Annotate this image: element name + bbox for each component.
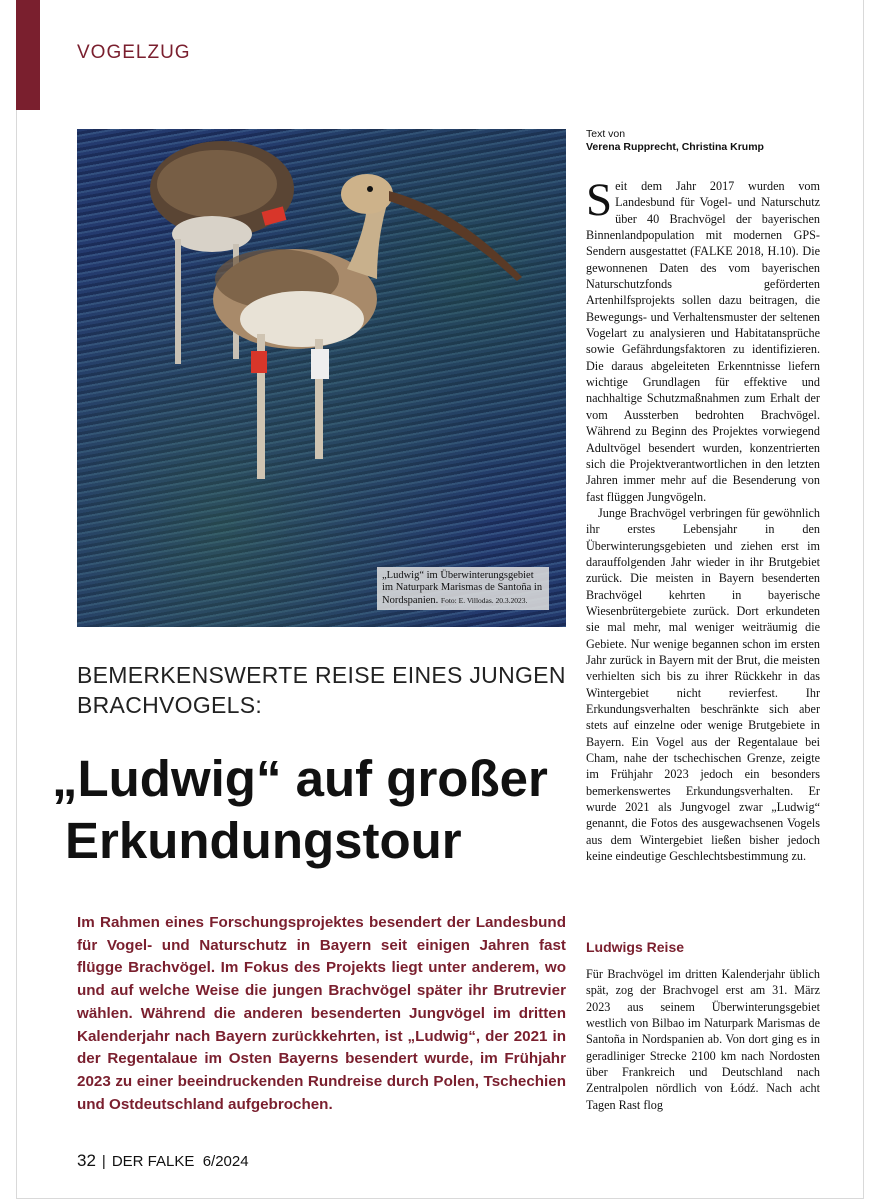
body-column-bottom — [586, 966, 820, 1113]
body-paragraph-3: Für Brachvögel im dritten Kalenderjahr üblich spät, zog der Brachvogel erst am 31. März 2023 aus seinem Überwinterungsgebiet westlich von Bilbao im Naturpark Marismas de Santoña in Nordspanien ab. Von dort ging es in geradliniger Strecke 2100 km nach Nordosten über Frankreich und Deutschland nach Zentralpolen nördlich von Łódź. Nach acht Tagen Rast flog — [586, 967, 820, 1112]
body-paragraph-2: Junge Brachvögel verbringen für gewöhnlich ihr erstes Lebensjahr in den Überwinterungsgebieten und ziehen erst im darauffolgenden Jahr wieder in ihr Brutgebiet zurück. Die meisten in Bayern besenderten Brachvögel kehrten in bayerische Wiesenbrütergebiete zurück. Dort erkundeten sie mal mehr, mal weniger weiträumig die Gebiete. Nur wenige begannen schon im ersten Jahr zurück in Bayern mit der Brut, die meisten verhielten sich bis zu ihrer Rückkehr in das Wintergebiet nicht revierfest. Ihr Erkundungsverhalten beschränkte sich aber stets auf einzelne oder wenige Brutgebiete in Bayern. Ein Vogel aus der Regentalaue bei Cham, nahe der tschechischen Grenze, zeigte im Frühjahr 2023 jedoch ein besonders bemerkenswertes Erkundungsverhalten. Er wurde 2021 als Jungvogel zwar „Ludwig“ genannt, die Fotos des ausgewachsenen Vogels aus dem Wintergebiet ließen bisher jedoch keine eindeutige Geschlechtsbestimmung zu. — [586, 505, 820, 864]
body-paragraph-1 — [586, 174, 820, 505]
section-accent-bar — [16, 0, 40, 110]
magazine-name: DER FALKE — [111, 1153, 195, 1170]
byline-authors: Verena Rupprecht, Christina Krump — [586, 141, 764, 153]
headline-line-1: „Ludwig“ auf großer — [52, 750, 548, 807]
article-lead: Im Rahmen eines Forschungsprojektes besendert der Landesbund für Vogel- und Naturschutz in Bayern seit einigen Jahren fast flügge Brachvögel. Im Fokus des Projekts liegt unter anderem, wo und auf welche Weise die jungen Brachvögel später ihr Brutrevier wählen. Während die anderen besenderten Jungvögel im dritten Kalenderjahr nach Bayern zurückkehrten, ist „Ludwig“, der 2021 in der Regentalaue im Osten Bayerns besendert wurde, im Frühjahr 2023 zu einer beeindruckenden Rundreise durch Polen, Tschechien und Ostdeutschland aufgebrochen. — [77, 914, 566, 1113]
headline-line-2: Erkundungstour — [65, 812, 462, 869]
byline-label: Text von — [586, 128, 626, 140]
photo-caption-text: „Ludwig“ im Überwinterungsgebiet im Naturpark Marismas de Santoña in Nordspanien. — [382, 569, 543, 606]
page-number: 32 — [77, 1151, 96, 1170]
section-heading: Ludwigs Reise — [586, 939, 685, 955]
article-kicker: BEMERKENSWERTE REISE EINES JUNGEN BRACHVOGELS: — [77, 662, 566, 718]
byline — [586, 128, 764, 154]
photo-caption — [377, 567, 549, 611]
drop-cap: S — [586, 174, 613, 226]
section-label: VOGELZUG — [77, 42, 191, 63]
article-headline — [52, 748, 592, 872]
issue-number: 6/2024 — [202, 1153, 249, 1170]
curlew-photo — [77, 129, 566, 627]
curlew-illustration — [77, 129, 566, 627]
body-paragraph-1-text: eit dem Jahr 2017 wurden vom Landesbund für Vogel- und Naturschutz über 40 Brachvögel der bayerischen Binnenlandpopulation mit modernen GPS-Sendern ausgestattet (FALKE 2018, H.10). Die gewonnenen Daten des vom bayerischen Naturschutzfonds geförderten Artenhilfsprojekts sollen dazu beitragen, die Bewegungs- und Verhaltensmuster der seltenen Vogelart zu analysieren und Habitatansprüche sowie Gefährdungsfaktoren zu identifizieren. Die daraus abgeleiteten Erkenntnisse liefern wichtige Grundlagen für effektive und nachhaltige Schutzmaßnahmen zum Erhalt der vom Aussterben bedrohten Brachvögel. Während zu Beginn des Projektes vorwiegend Adultvögel besendert wurden, konzentrierten sich die Projektverantwortlichen in den letzten Jahren immer mehr auf die Besenderung von fast flüggen Jungvögeln. — [586, 179, 820, 504]
body-column-top — [586, 174, 820, 864]
footer-separator: | — [101, 1153, 106, 1170]
photo-credit: Foto: E. Villodas. 20.3.2023. — [440, 595, 528, 605]
page-footer — [77, 1151, 249, 1171]
